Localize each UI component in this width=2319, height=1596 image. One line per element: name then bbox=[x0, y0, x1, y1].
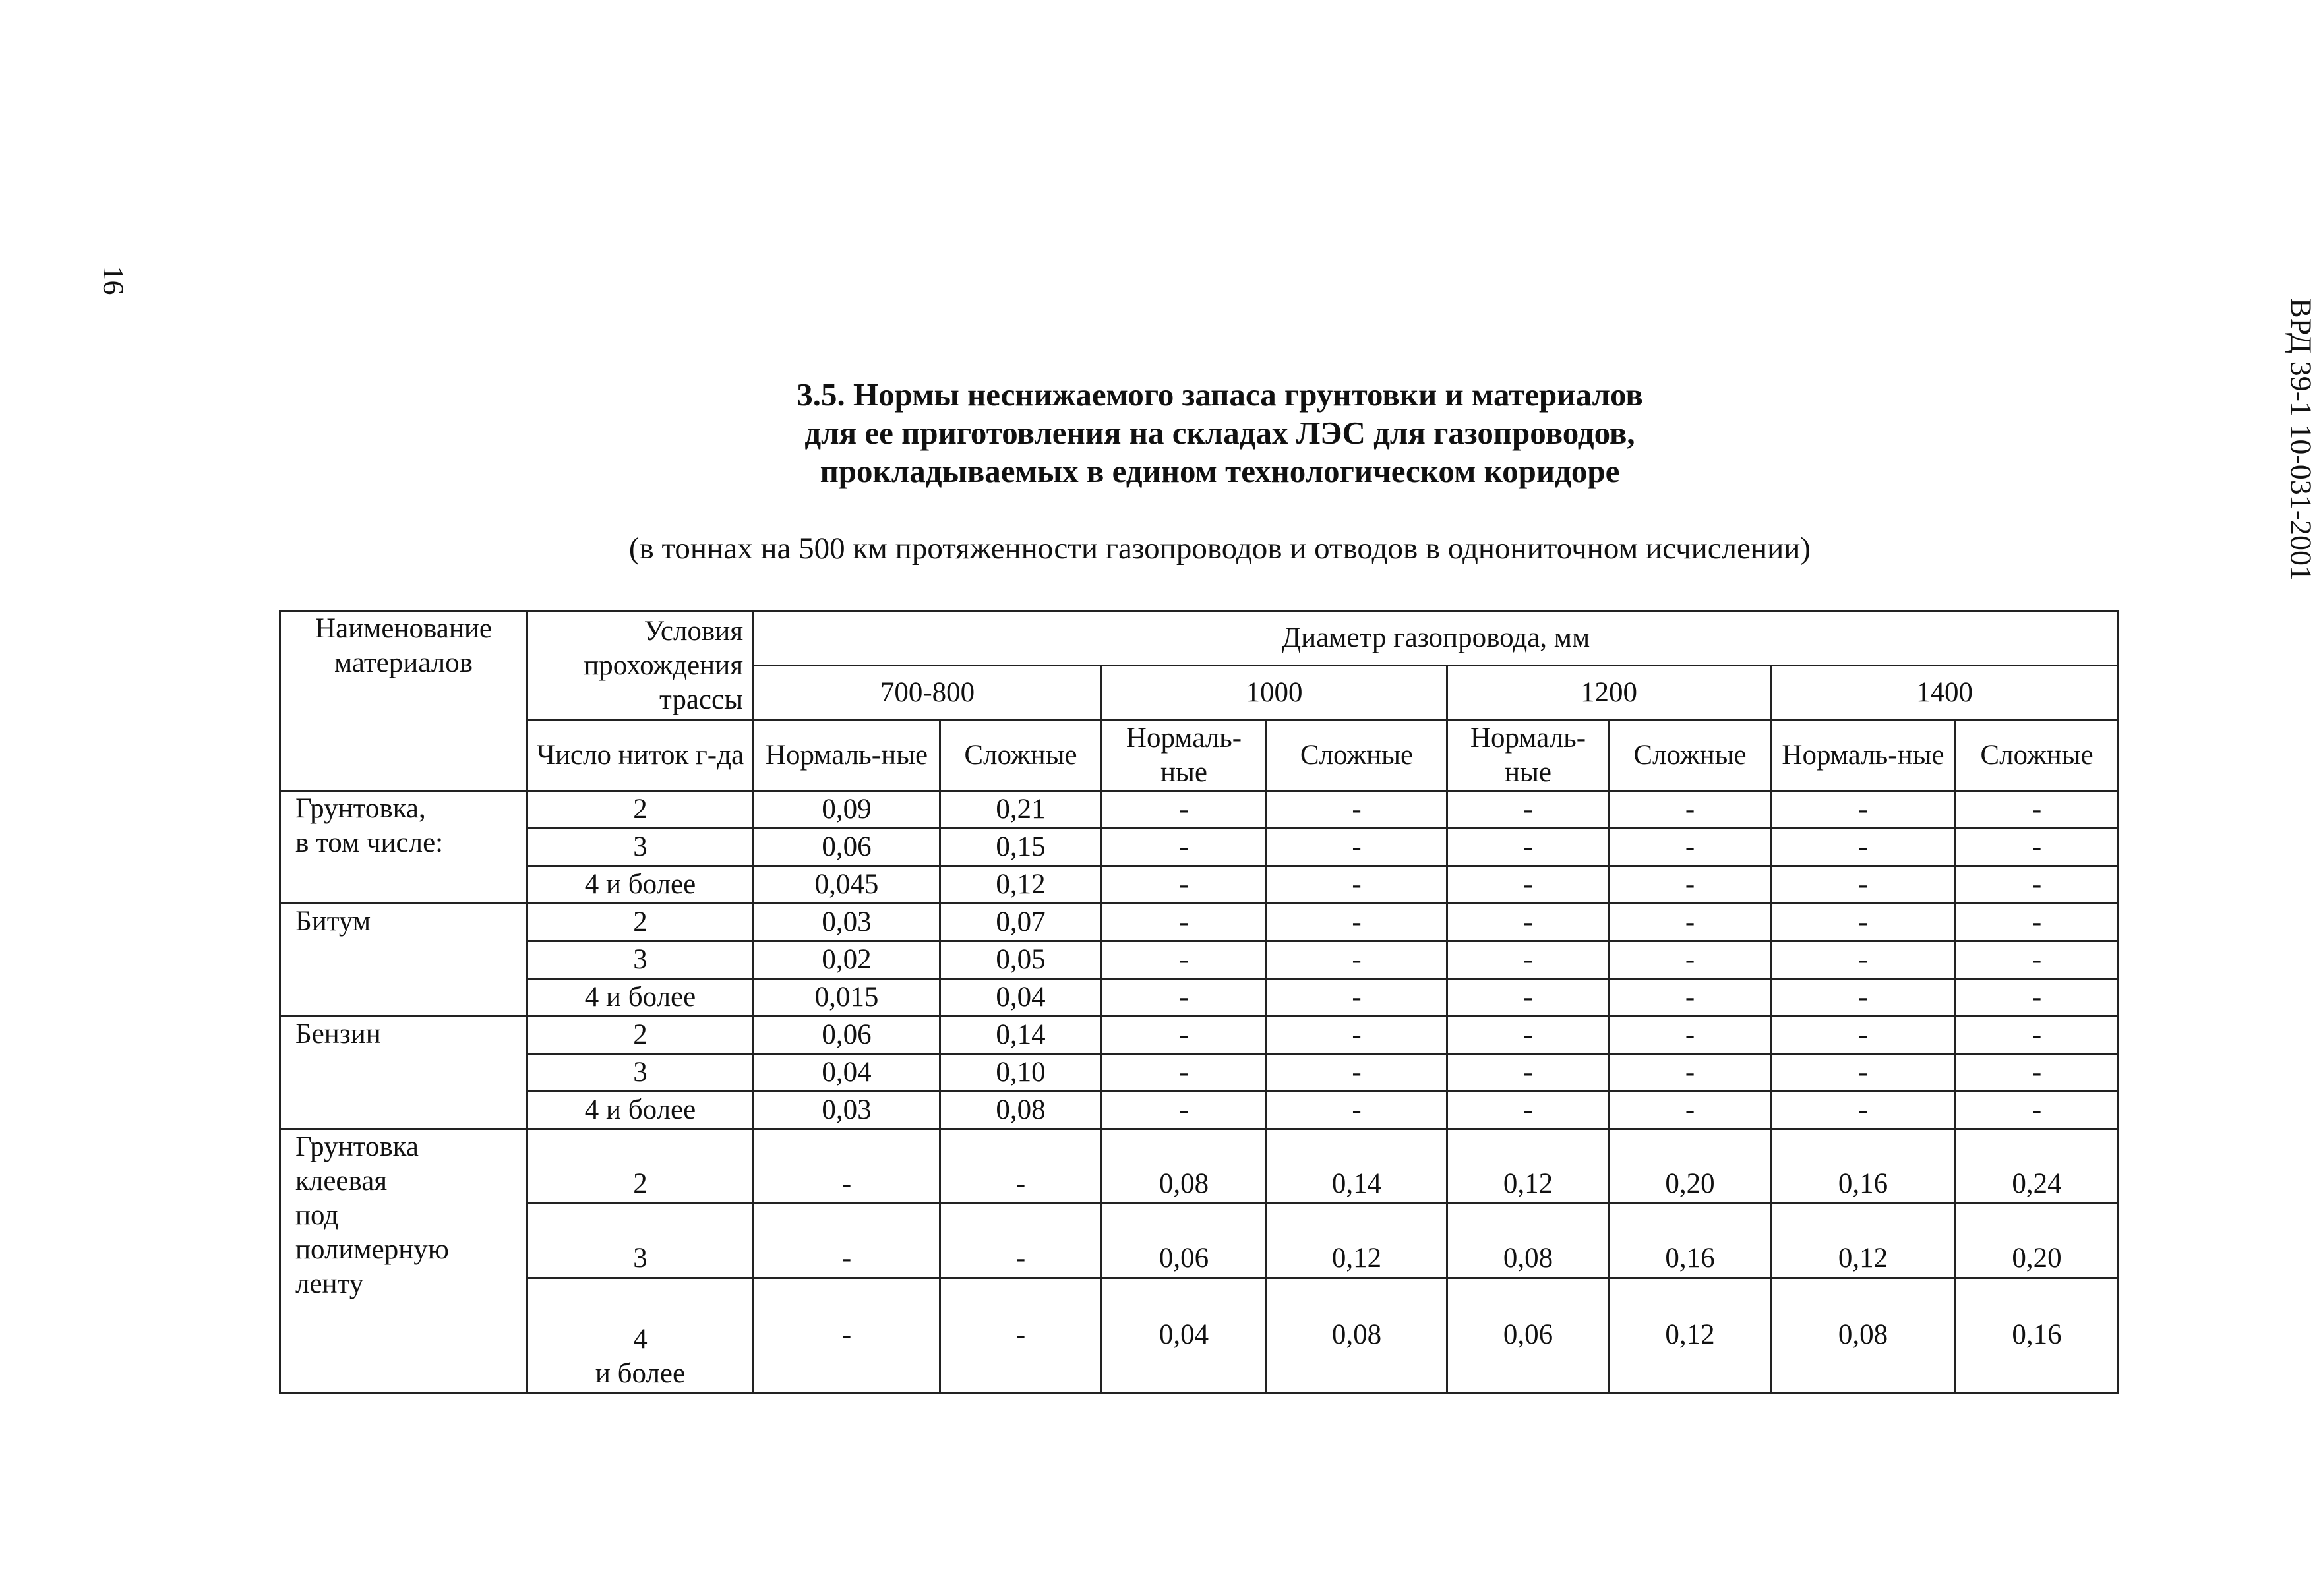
value-cell: - bbox=[1610, 791, 1771, 829]
value-cell: - bbox=[940, 1204, 1102, 1278]
value-cell: 0,10 bbox=[940, 1054, 1102, 1092]
value-cell: - bbox=[1956, 1017, 2119, 1054]
threads-cell: 4 и более bbox=[527, 866, 754, 904]
value-cell: 0,14 bbox=[940, 1017, 1102, 1054]
value-cell: - bbox=[1267, 1054, 1447, 1092]
material-name-cell: Битум bbox=[280, 904, 527, 1017]
value-cell: 0,04 bbox=[1102, 1278, 1267, 1394]
value-cell: 0,12 bbox=[1447, 1129, 1610, 1204]
value-cell: 0,08 bbox=[1102, 1129, 1267, 1204]
material-name-cell: Грунтовка, в том числе: bbox=[280, 791, 527, 904]
value-cell: - bbox=[1102, 1092, 1267, 1129]
document-code: ВРД 39-1 10-031-2001 bbox=[2284, 297, 2318, 581]
value-cell: - bbox=[1610, 904, 1771, 941]
threads-cell: 2 bbox=[527, 1017, 754, 1054]
value-cell: 0,04 bbox=[754, 1054, 940, 1092]
value-cell: - bbox=[1610, 979, 1771, 1017]
value-cell: - bbox=[1956, 791, 2119, 829]
value-cell: 0,08 bbox=[940, 1092, 1102, 1129]
value-cell: 0,12 bbox=[1267, 1204, 1447, 1278]
value-cell: - bbox=[1267, 1017, 1447, 1054]
value-cell: 0,12 bbox=[1610, 1278, 1771, 1394]
threads-cell: 3 bbox=[527, 1054, 754, 1092]
value-cell: 0,05 bbox=[940, 941, 1102, 979]
value-cell: - bbox=[1447, 941, 1610, 979]
value-cell: - bbox=[1102, 791, 1267, 829]
value-cell: - bbox=[1956, 979, 2119, 1017]
value-cell: - bbox=[1447, 866, 1610, 904]
value-cell: - bbox=[754, 1129, 940, 1204]
value-cell: - bbox=[1447, 1092, 1610, 1129]
table-row bbox=[280, 1054, 2119, 1092]
value-cell: 0,06 bbox=[1102, 1204, 1267, 1278]
value-cell: 0,16 bbox=[1956, 1278, 2119, 1394]
material-name-cell: Грунтовка клеевая под полимерную ленту bbox=[280, 1129, 527, 1394]
header-complex: Сложные bbox=[1610, 721, 1771, 791]
value-cell: 0,16 bbox=[1771, 1129, 1956, 1204]
table-row bbox=[280, 791, 2119, 829]
value-cell: - bbox=[1956, 941, 2119, 979]
value-cell: - bbox=[1102, 829, 1267, 866]
title-line-3: прокладываемых в едином технологическом коридоре bbox=[820, 453, 1620, 489]
value-cell: 0,08 bbox=[1447, 1204, 1610, 1278]
header-complex: Сложные bbox=[940, 721, 1102, 791]
value-cell: - bbox=[1447, 979, 1610, 1017]
value-cell: 0,015 bbox=[754, 979, 940, 1017]
value-cell: 0,14 bbox=[1267, 1129, 1447, 1204]
value-cell: - bbox=[1267, 1092, 1447, 1129]
threads-cell: 2 bbox=[527, 904, 754, 941]
value-cell: - bbox=[1610, 866, 1771, 904]
value-cell: - bbox=[1610, 941, 1771, 979]
header-conditions: Условия прохождения трассы bbox=[527, 611, 754, 721]
table-row bbox=[280, 866, 2119, 904]
title-line-1: 3.5. Нормы неснижаемого запаса грунтовки и материалов bbox=[797, 376, 1643, 413]
header-material: Наименование материалов bbox=[280, 611, 527, 791]
table-body bbox=[280, 791, 2119, 1394]
value-cell: - bbox=[1771, 1092, 1956, 1129]
value-cell: - bbox=[1771, 791, 1956, 829]
value-cell: 0,24 bbox=[1956, 1129, 2119, 1204]
table-row bbox=[280, 904, 2119, 941]
header-diameter: Диаметр газопровода, мм bbox=[754, 611, 2119, 666]
value-cell: 0,04 bbox=[940, 979, 1102, 1017]
value-cell: - bbox=[1956, 1054, 2119, 1092]
header-diameter-1000: 1000 bbox=[1102, 666, 1447, 721]
value-cell: - bbox=[1267, 866, 1447, 904]
value-cell: - bbox=[1267, 904, 1447, 941]
threads-cell: 3 bbox=[527, 941, 754, 979]
value-cell: - bbox=[1267, 979, 1447, 1017]
value-cell: - bbox=[940, 1278, 1102, 1394]
material-name-cell: Бензин bbox=[280, 1017, 527, 1129]
value-cell: - bbox=[1447, 829, 1610, 866]
header-normal: Нормаль-ные bbox=[1447, 721, 1610, 791]
threads-cell: 4 и более bbox=[527, 1092, 754, 1129]
threads-cell: 4 и более bbox=[527, 979, 754, 1017]
header-complex: Сложные bbox=[1956, 721, 2119, 791]
value-cell: - bbox=[1956, 904, 2119, 941]
value-cell: 0,03 bbox=[754, 904, 940, 941]
value-cell: - bbox=[1771, 941, 1956, 979]
value-cell: - bbox=[1610, 1092, 1771, 1129]
threads-cell: 2 bbox=[527, 1129, 754, 1204]
value-cell: 0,21 bbox=[940, 791, 1102, 829]
value-cell: - bbox=[1102, 866, 1267, 904]
value-cell: - bbox=[1102, 1017, 1267, 1054]
table-row bbox=[280, 979, 2119, 1017]
header-threads: Число ниток г-да bbox=[527, 721, 754, 791]
header-normal: Нормаль-ные bbox=[1771, 721, 1956, 791]
value-cell: 0,045 bbox=[754, 866, 940, 904]
threads-cell: 4 и более bbox=[527, 1278, 754, 1394]
value-cell: 0,20 bbox=[1610, 1129, 1771, 1204]
table-row bbox=[280, 1204, 2119, 1278]
value-cell: - bbox=[1956, 829, 2119, 866]
table-row bbox=[280, 1092, 2119, 1129]
table-row bbox=[280, 1129, 2119, 1204]
value-cell: - bbox=[1771, 829, 1956, 866]
value-cell: 0,09 bbox=[754, 791, 940, 829]
value-cell: - bbox=[1267, 829, 1447, 866]
value-cell: 0,16 bbox=[1610, 1204, 1771, 1278]
header-diameter-1200: 1200 bbox=[1447, 666, 1771, 721]
value-cell: 0,03 bbox=[754, 1092, 940, 1129]
value-cell: - bbox=[1771, 904, 1956, 941]
value-cell: 0,12 bbox=[940, 866, 1102, 904]
value-cell: - bbox=[1771, 979, 1956, 1017]
value-cell: 0,02 bbox=[754, 941, 940, 979]
value-cell: 0,08 bbox=[1771, 1278, 1956, 1394]
value-cell: - bbox=[940, 1129, 1102, 1204]
value-cell: - bbox=[1447, 904, 1610, 941]
header-normal: Нормаль-ные bbox=[754, 721, 940, 791]
value-cell: 0,06 bbox=[754, 829, 940, 866]
table-row bbox=[280, 1278, 2119, 1394]
value-cell: 0,06 bbox=[754, 1017, 940, 1054]
value-cell: - bbox=[1610, 1017, 1771, 1054]
value-cell: - bbox=[1102, 941, 1267, 979]
value-cell: - bbox=[1771, 866, 1956, 904]
value-cell: - bbox=[1771, 1054, 1956, 1092]
value-cell: - bbox=[1771, 1017, 1956, 1054]
value-cell: 0,08 bbox=[1267, 1278, 1447, 1394]
value-cell: 0,20 bbox=[1956, 1204, 2119, 1278]
value-cell: - bbox=[1956, 1092, 2119, 1129]
value-cell: - bbox=[754, 1204, 940, 1278]
value-cell: - bbox=[1267, 791, 1447, 829]
value-cell: - bbox=[1956, 866, 2119, 904]
threads-cell: 3 bbox=[527, 829, 754, 866]
section-title bbox=[593, 376, 1846, 490]
header-complex: Сложные bbox=[1267, 721, 1447, 791]
header-diameter-1400: 1400 bbox=[1771, 666, 2119, 721]
table-row bbox=[280, 941, 2119, 979]
threads-cell: 3 bbox=[527, 1204, 754, 1278]
value-cell: 0,06 bbox=[1447, 1278, 1610, 1394]
value-cell: - bbox=[1267, 941, 1447, 979]
value-cell: 0,12 bbox=[1771, 1204, 1956, 1278]
units-note: (в тоннах на 500 км протяженности газопроводов и отводов в однониточном исчислении) bbox=[628, 531, 1811, 566]
threads-cell: 2 bbox=[527, 791, 754, 829]
table-row bbox=[280, 829, 2119, 866]
value-cell: - bbox=[754, 1278, 940, 1394]
value-cell: 0,15 bbox=[940, 829, 1102, 866]
table-row bbox=[280, 1017, 2119, 1054]
value-cell: - bbox=[1102, 904, 1267, 941]
value-cell: 0,07 bbox=[940, 904, 1102, 941]
value-cell: - bbox=[1610, 829, 1771, 866]
value-cell: - bbox=[1447, 791, 1610, 829]
title-line-2: для ее приготовления на складах ЛЭС для газопроводов, bbox=[804, 415, 1635, 451]
value-cell: - bbox=[1610, 1054, 1771, 1092]
header-diameter-700-800: 700-800 bbox=[754, 666, 1102, 721]
table-header bbox=[280, 611, 2119, 791]
norms-table bbox=[279, 610, 2119, 1394]
value-cell: - bbox=[1102, 979, 1267, 1017]
value-cell: - bbox=[1102, 1054, 1267, 1092]
value-cell: - bbox=[1447, 1054, 1610, 1092]
value-cell: - bbox=[1447, 1017, 1610, 1054]
page-number: 16 bbox=[97, 266, 130, 295]
header-normal: Нормаль-ные bbox=[1102, 721, 1267, 791]
